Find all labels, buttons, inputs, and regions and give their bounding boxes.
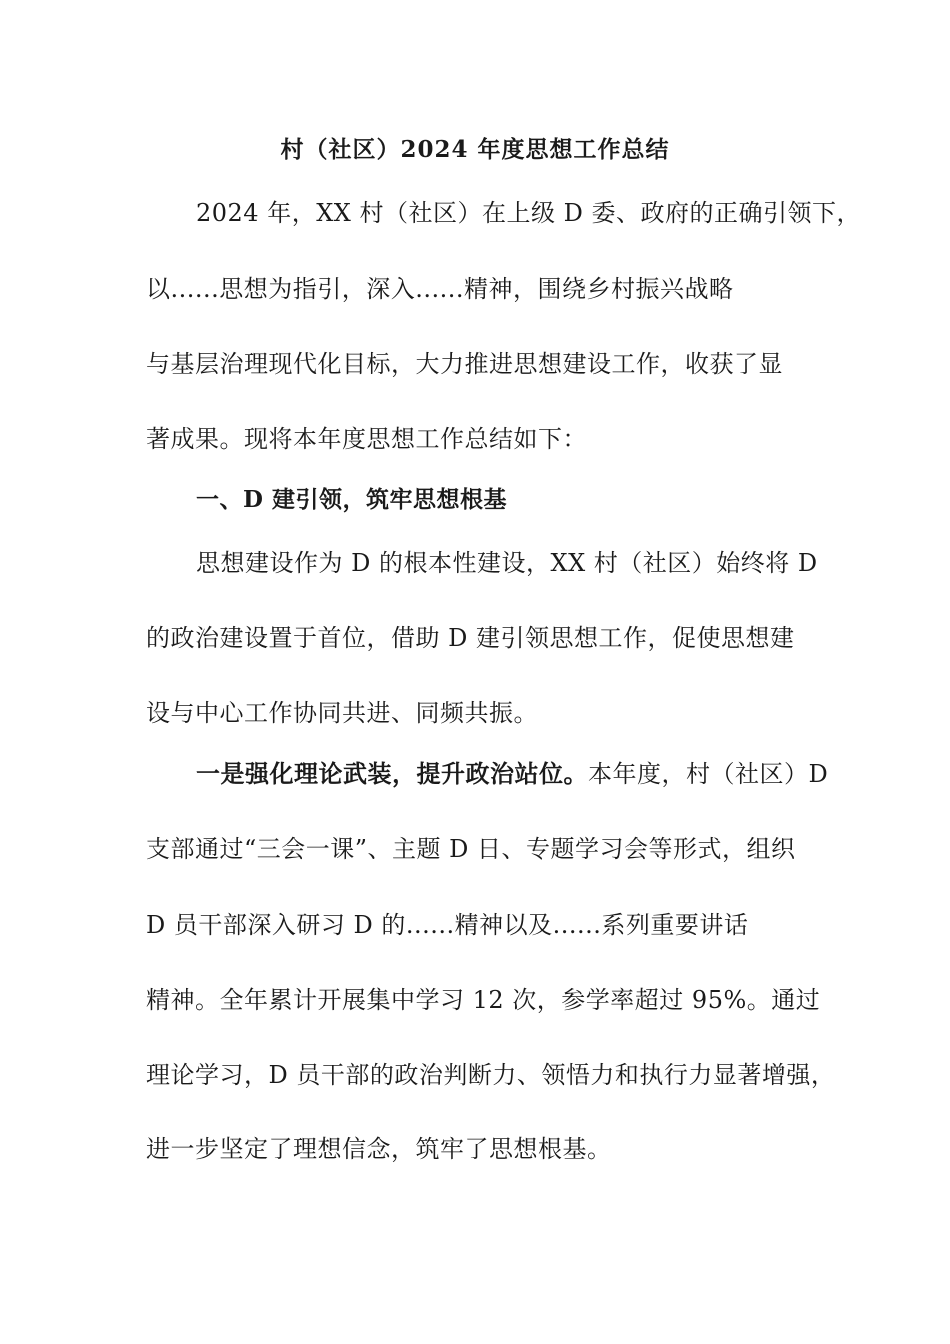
document-title: 村（社区）2024 年度思想工作总结 — [280, 136, 670, 163]
point1-line-5: 理论学习，D 员干部的政治判断力、领悟力和执行力显著增强， — [146, 1061, 836, 1089]
intro-line-1: 2024 年，XX 村（社区）在上级 D 委、政府的正确引领下， — [196, 199, 862, 227]
point1-line-4: 精神。全年累计开展集中学习 12 次，参学率超过 95%。通过 — [146, 986, 821, 1014]
section-heading: 一、D 建引领，筑牢思想根基 — [196, 486, 507, 513]
section-paragraph-line-1: 思想建设作为 D 的根本性建设，XX 村（社区）始终将 D — [196, 549, 818, 577]
point1-first-line — [196, 757, 828, 791]
intro-line-2: 以......思想为指引，深入......精神，围绕乡村振兴战略 — [146, 275, 734, 303]
point1-first-line-rest: 本年度，村（社区）D — [588, 760, 829, 788]
section-paragraph-line-2: 的政治建设置于首位，借助 D 建引领思想工作，促使思想建 — [146, 624, 795, 652]
point1-lead: 一是强化理论武装，提升政治站位。 — [196, 759, 588, 788]
intro-line-3: 与基层治理现代化目标，大力推进思想建设工作，收获了显 — [146, 350, 783, 378]
point1-line-2: 支部通过“三会一课”、主题 D 日、专题学习会等形式，组织 — [146, 835, 796, 863]
section-paragraph-line-3: 设与中心工作协同共进、同频共振。 — [146, 699, 538, 727]
point1-line-3: D 员干部深入研习 D 的......精神以及......系列重要讲话 — [146, 911, 749, 939]
point1-line-6: 进一步坚定了理想信念，筑牢了思想根基。 — [146, 1135, 612, 1163]
intro-line-4: 著成果。现将本年度思想工作总结如下： — [146, 425, 587, 453]
